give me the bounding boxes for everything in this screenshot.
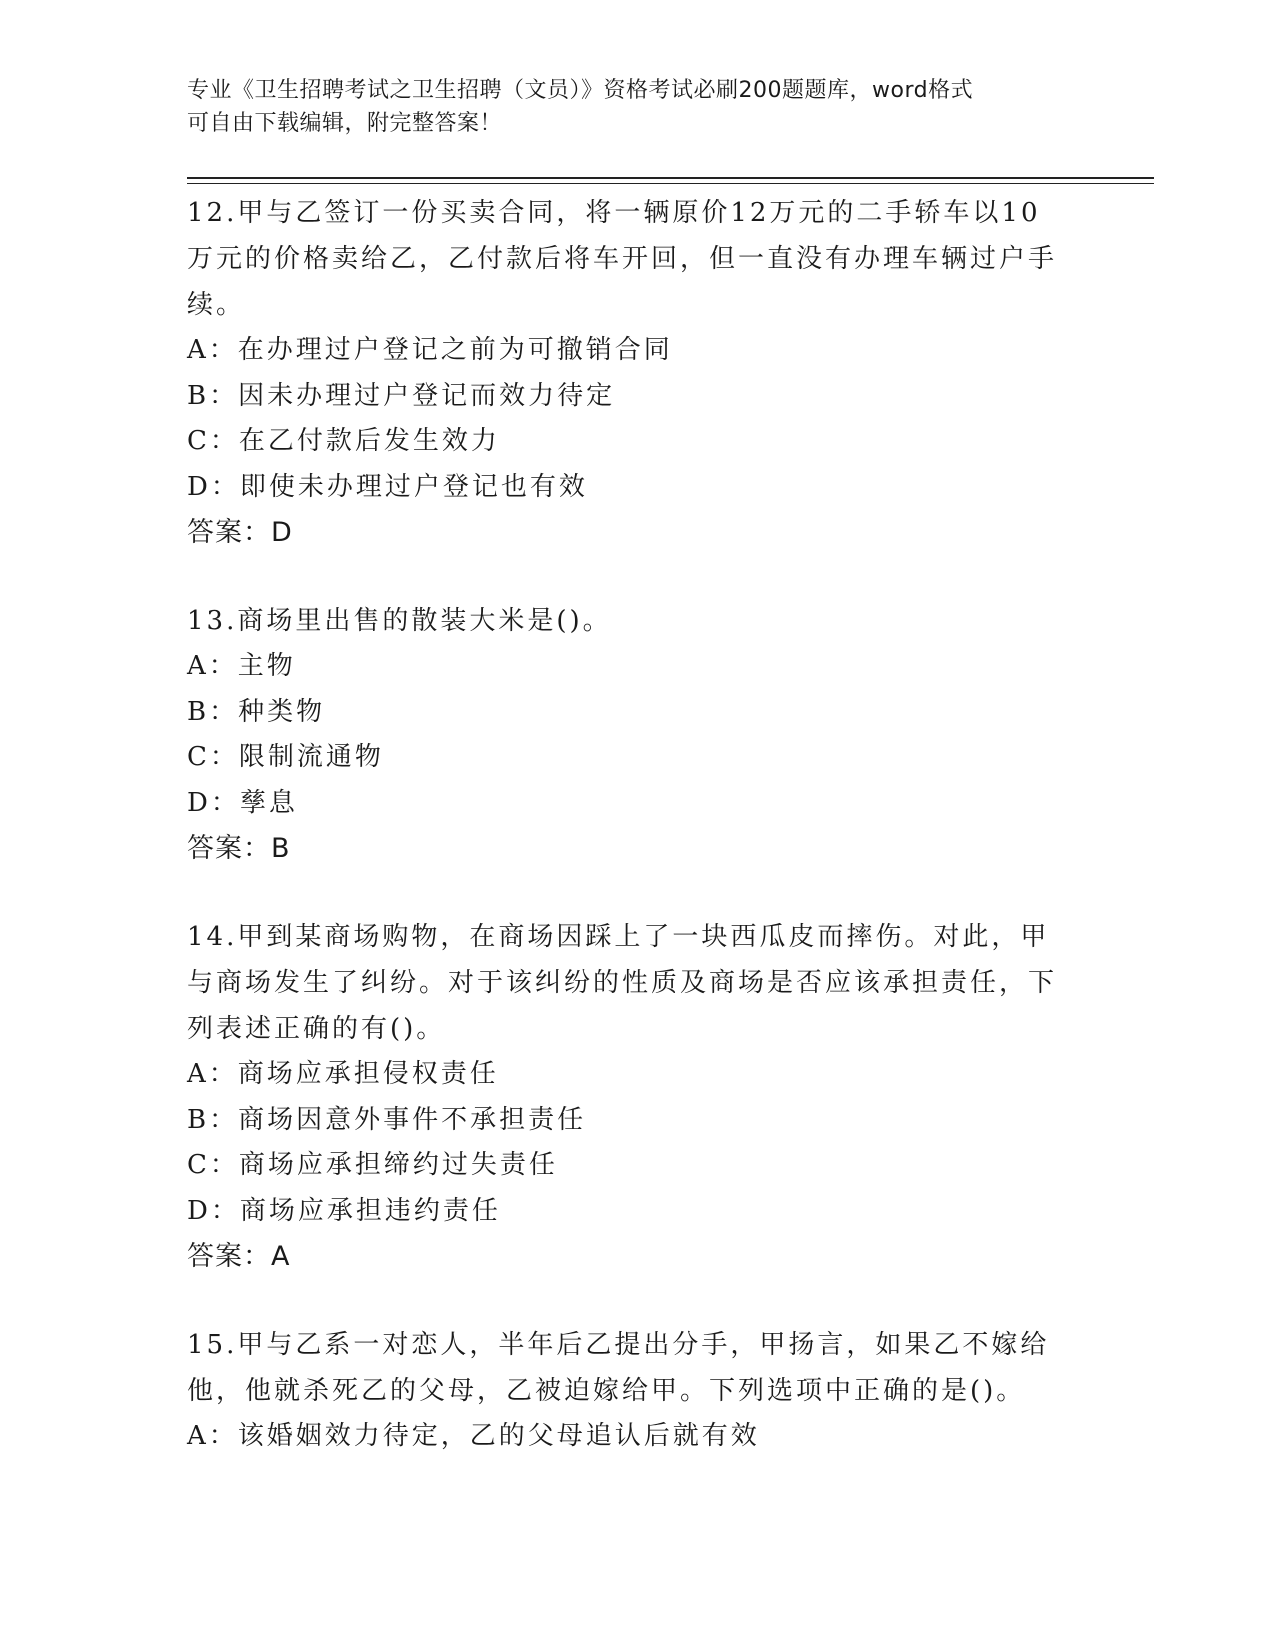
answer-line: 答案：D xyxy=(187,517,293,548)
option-a: A：商场应承担侵权责任 xyxy=(187,1059,499,1089)
question-stem: 14.甲到某商场购物，在商场因踩上了一块西瓜皮而摔伤。对此，甲与商场发生了纠纷。对于该纠纷的性质及商场是否应该承担责任，下列表述正确的有()。 xyxy=(187,922,1058,1044)
answer-line: 答案：A xyxy=(187,1241,291,1272)
option-a: A：主物 xyxy=(187,651,296,681)
option-c: C：商场应承担缔约过失责任 xyxy=(187,1150,558,1180)
question-12 xyxy=(187,190,1087,556)
answer-line: 答案：B xyxy=(187,833,291,864)
option-a: A：在办理过户登记之前为可撤销合同 xyxy=(187,335,673,365)
question-list xyxy=(187,190,1087,1502)
question-stem: 15.甲与乙系一对恋人，半年后乙提出分手，甲扬言，如果乙不嫁给他，他就杀死乙的父母，乙被迫嫁给甲。下列选项中正确的是()。 xyxy=(187,1330,1050,1406)
document-header xyxy=(187,74,1067,140)
option-d: D：孳息 xyxy=(187,787,298,818)
header-line-1: 专业《卫生招聘考试之卫生招聘（文员）》资格考试必刷200题题库，word格式 xyxy=(187,78,974,103)
option-d: D：即使未办理过户登记也有效 xyxy=(187,471,588,502)
question-15 xyxy=(187,1322,1087,1460)
option-d: D：商场应承担违约责任 xyxy=(187,1195,501,1226)
header-line-2: 可自由下载编辑，附完整答案！ xyxy=(187,111,503,136)
header-divider-thin xyxy=(187,183,1154,184)
question-14 xyxy=(187,914,1087,1280)
option-a: A：该婚姻效力待定，乙的父母追认后就有效 xyxy=(187,1421,760,1451)
option-b: B：种类物 xyxy=(187,696,326,727)
option-c: C：在乙付款后发生效力 xyxy=(187,426,500,456)
header-divider-thick xyxy=(187,177,1154,179)
option-b: B：因未办理过户登记而效力待定 xyxy=(187,380,616,411)
option-b: B：商场因意外事件不承担责任 xyxy=(187,1104,587,1135)
option-c: C：限制流通物 xyxy=(187,742,384,772)
question-13 xyxy=(187,598,1087,872)
question-stem: 12.甲与乙签订一份买卖合同，将一辆原价12万元的二手轿车以10万元的价格卖给乙，乙付款后将车开回，但一直没有办理车辆过户手续。 xyxy=(187,198,1058,320)
question-stem: 13.商场里出售的散装大米是()。 xyxy=(187,606,612,636)
